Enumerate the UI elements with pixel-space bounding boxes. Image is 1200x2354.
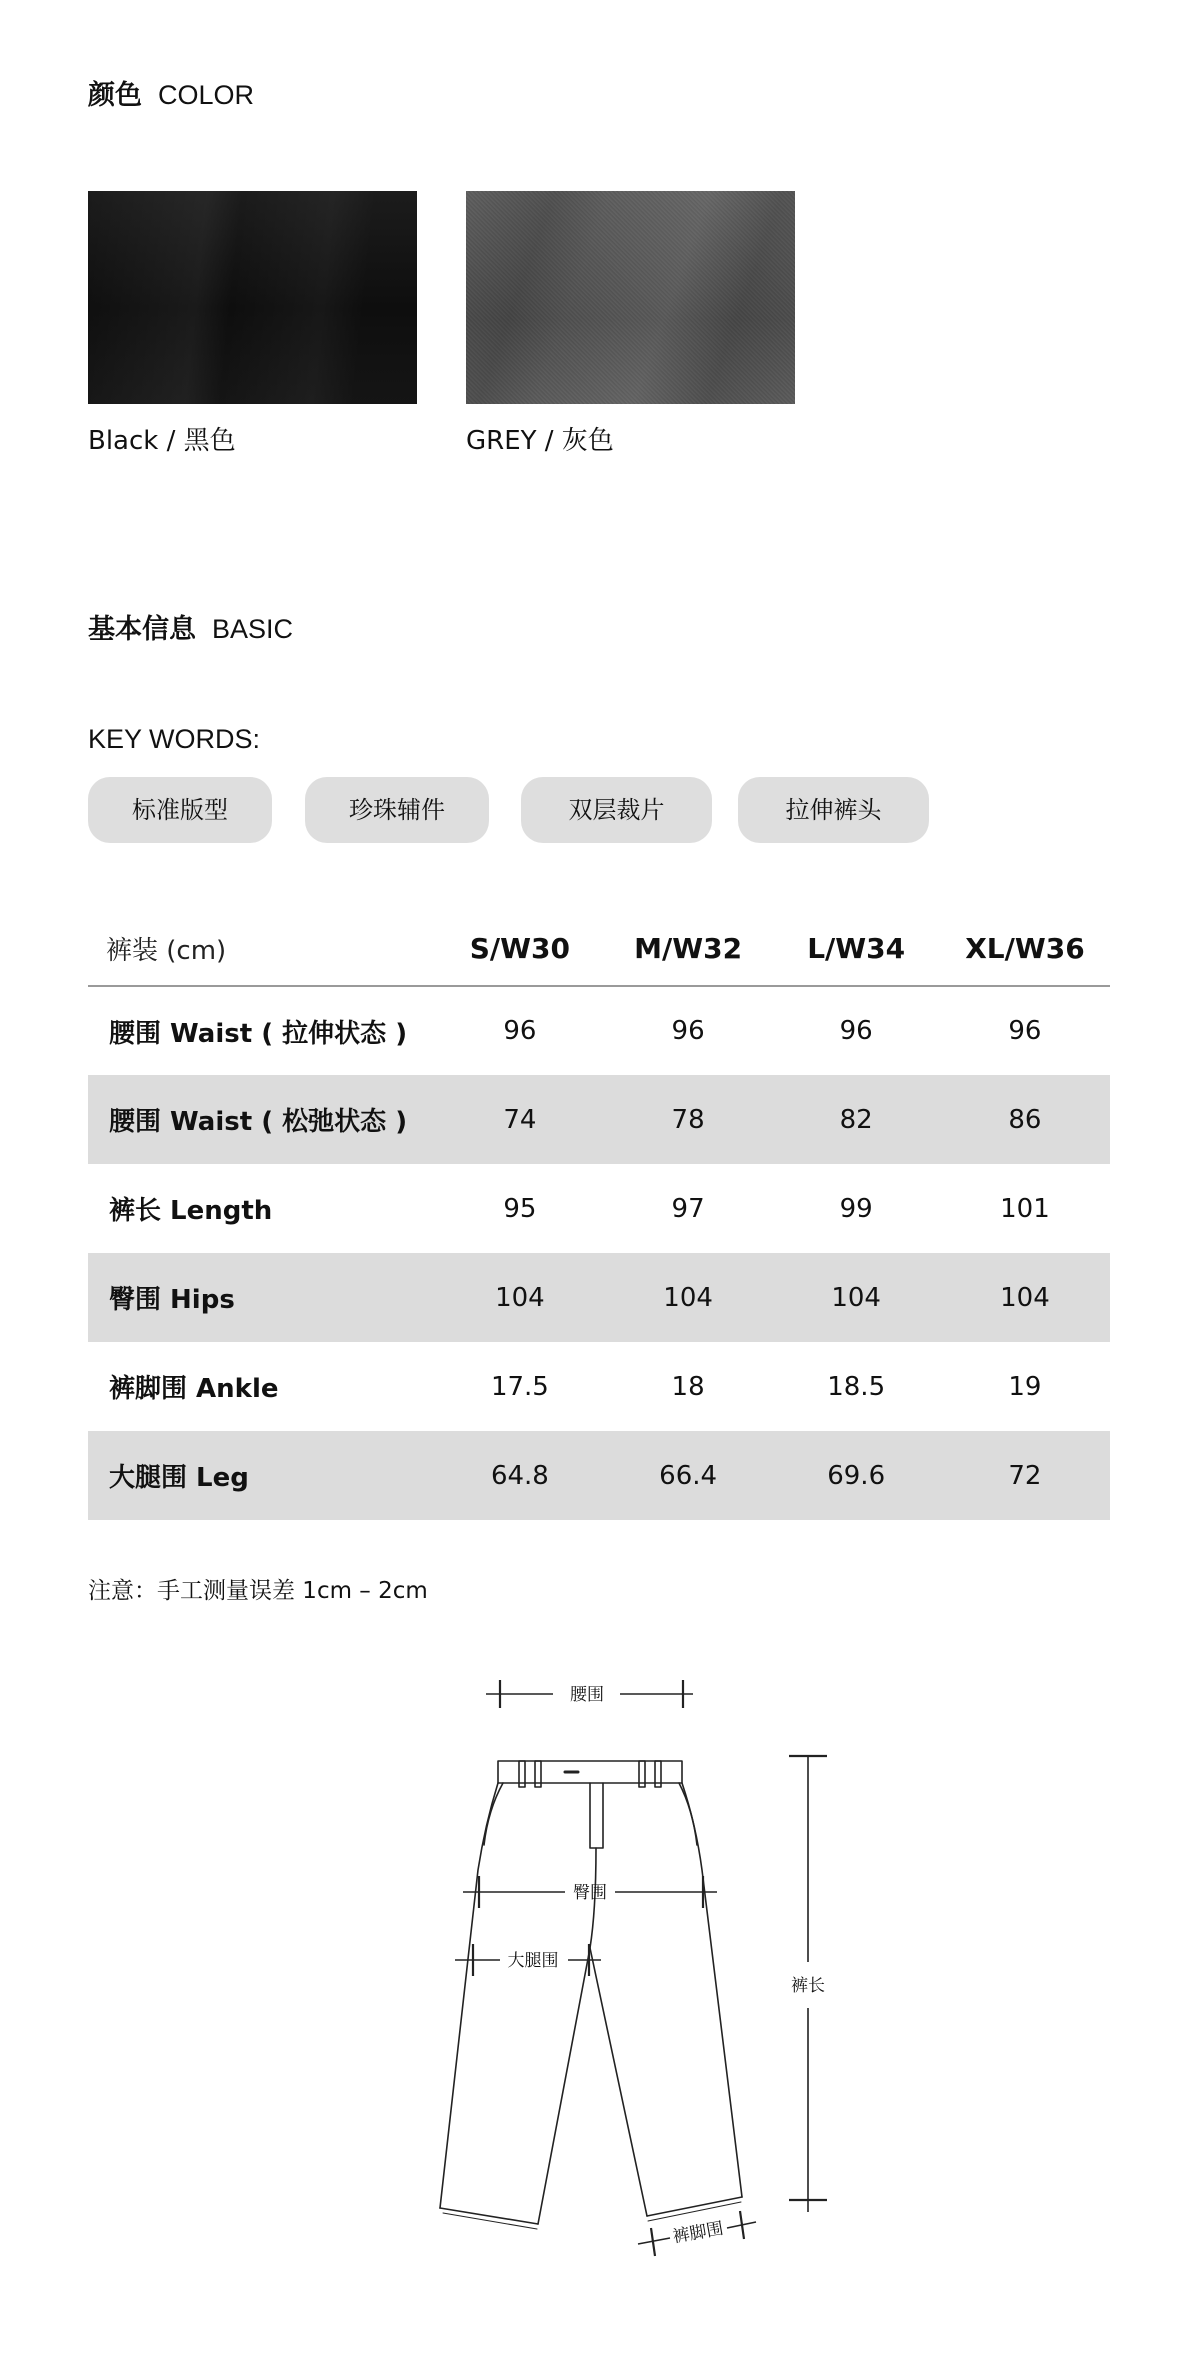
table-cell: 96 [1008,1016,1042,1046]
table-cell: 74 [503,1104,537,1135]
basic-title-en: BASIC [212,614,294,644]
table-cell: 72 [1008,1460,1042,1491]
left-inseam [538,1948,590,2224]
swatch-black-label: Black / 黑色 [88,426,236,456]
color-title-zh: 颜色 [88,80,142,111]
row-label: 裤脚围 Ankle [109,1374,279,1404]
fly [590,1783,603,1848]
table-cell: 104 [831,1282,881,1313]
basic-title-zh: 基本信息 [88,614,196,645]
keyword-tag: 拉伸裤头 [738,777,929,843]
table-cell: 18 [671,1371,705,1402]
row-label: 臀围 Hips [109,1285,235,1315]
color-title-en: COLOR [158,80,255,110]
table-cell: 96 [503,1016,537,1046]
right-hem-stitch [648,2202,741,2221]
table-cell: 17.5 [490,1371,549,1402]
size-header-l: L/W34 [772,911,939,986]
row-label: 腰围 Waist ( 拉伸状态 ) [109,1018,408,1049]
right-outseam [682,1783,742,2197]
keyword-tag: 双层裁片 [521,777,712,843]
swatch-grey-label: GREY / 灰色 [466,426,614,456]
table-cell: 86 [1008,1104,1042,1135]
row-label: 腰围 Waist ( 松弛状态 ) [109,1107,408,1137]
leg-label: 大腿围 [507,1951,559,1971]
table-cell: 104 [1000,1282,1050,1313]
left-pocket [484,1783,503,1845]
table-cell: 18.5 [827,1371,886,1402]
left-outseam [440,1783,498,2208]
table-cell: 99 [839,1193,873,1224]
hips-label: 臀围 [573,1883,607,1903]
table-cell: 82 [839,1104,873,1135]
table-cell: 19 [1008,1371,1042,1402]
keywords-title: KEY WORDS: [88,724,261,754]
row-label: 裤长 Length [109,1196,273,1226]
table-cell: 96 [671,1016,705,1046]
table-cell: 104 [495,1282,545,1313]
table-cell: 78 [671,1104,705,1135]
table-cell: 64.8 [490,1460,549,1491]
size-header-m: M/W32 [604,911,773,986]
left-hem [440,2208,538,2224]
size-header-xl: XL/W36 [940,911,1110,986]
table-cell: 69.6 [827,1460,886,1491]
right-inseam [590,1948,647,2216]
keyword-tag: 珍珠辅件 [305,777,489,843]
length-label: 裤长 [791,1976,825,1996]
table-cell: 95 [503,1193,537,1224]
keyword-tag: 标准版型 [88,777,272,843]
pants-outline [440,1761,742,2229]
ankle-label: 裤脚围 [671,2218,725,2248]
table-cell: 101 [1000,1193,1050,1224]
table-cell: 96 [839,1016,873,1046]
header-unit-label: 裤装 (cm) [88,911,436,986]
waist-label: 腰围 [570,1685,604,1705]
table-cell: 66.4 [659,1460,718,1491]
row-label: 大腿围 Leg [109,1463,249,1493]
right-pocket [679,1783,697,1845]
measurement-note: 注意：手工测量误差 1cm – 2cm [88,1578,428,1604]
size-header-s: S/W30 [436,911,604,986]
table-cell: 97 [671,1193,705,1224]
table-cell: 104 [663,1282,713,1313]
right-hem [647,2197,742,2216]
